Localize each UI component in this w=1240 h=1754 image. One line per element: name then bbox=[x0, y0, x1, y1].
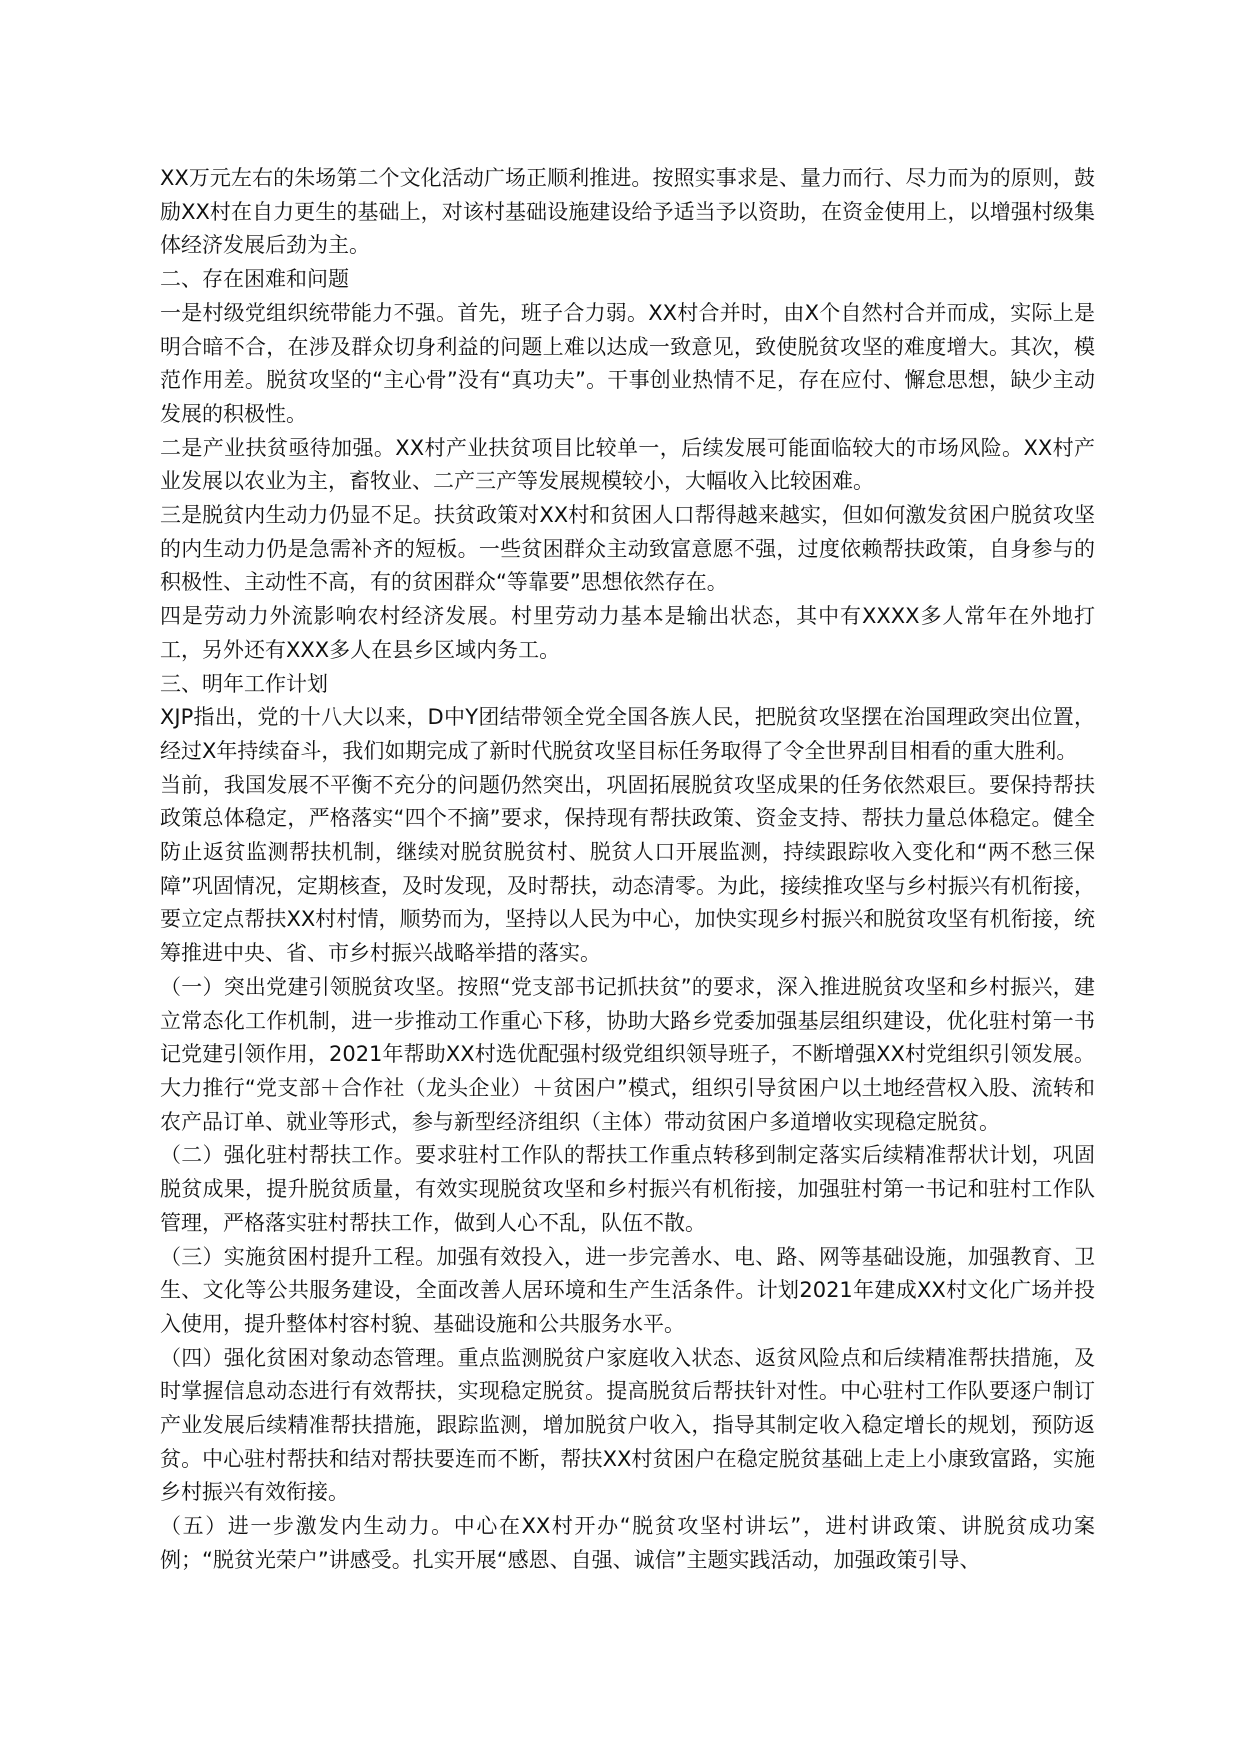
document-page bbox=[160, 162, 1095, 1578]
paragraph-industry: 二是产业扶贫亟待加强。XX村产业扶贫项目比较单一，后续发展可能面临较大的市场风险。XX村产业发展以农业为主，畜牧业、二产三产等发展规模较小，大幅收入比较困难。 bbox=[160, 435, 1095, 494]
paragraph-motivation: 三是脱贫内生动力仍显不足。扶贫政策对XX村和贫困人口帮得越来越实，但如何激发贫困户脱贫攻坚的内生动力仍是急需补齐的短板。一些贫困群众主动致富意愿不强，过度依赖帮扶政策，自身参与的积极性、主动性不高，有的贫困群众“等靠要”思想依然存在。 bbox=[160, 503, 1095, 595]
paragraph-plan-3: （三）实施贫困村提升工程。加强有效投入，进一步完善水、电、路、网等基础设施，加强教育、卫生、文化等公共服务建设，全面改善人居环境和生产生活条件。计划2021年建成XX村文化广场并投入使用，提升整体村容村貌、基础设施和公共服务水平。 bbox=[160, 1244, 1095, 1336]
paragraph-labor: 四是劳动力外流影响农村经济发展。村里劳动力基本是输出状态，其中有XXXX多人常年在外地打工，另外还有XXX多人在县乡区域内务工。 bbox=[160, 604, 1095, 662]
paragraph-funding: XX万元左右的朱场第二个文化活动广场正顺利推进。按照实事求是、量力而行、尽力而为的原则，鼓励XX村在自力更生的基础上，对该村基础设施建设给予适当予以资助，在资金使用上，以增强村级集体经济发展后劲为主。 bbox=[160, 166, 1095, 258]
paragraph-quote: XJP指出，党的十八大以来，D中Y团结带领全党全国各族人民，把脱贫攻坚摆在治国理政突出位置，经过X年持续奋斗，我们如期完成了新时代脱贫攻坚目标任务取得了令全世界刮目相看的重大胜利。 bbox=[160, 705, 1095, 763]
paragraph-current-situation: 当前，我国发展不平衡不充分的问题仍然突出，巩固拓展脱贫攻坚成果的任务依然艰巨。要保持帮扶政策总体稳定，严格落实“四个不摘”要求，保持现有帮扶政策、资金支持、帮扶力量总体稳定。健全防止返贫监测帮扶机制，继续对脱贫脱贫村、脱贫人口开展监测，持续跟踪收入变化和“两不愁三保障”巩固情况，定期核查，及时发现，及时帮扶，动态清零。为此，接续推攻坚与乡村振兴有机衔接，要立定点帮扶XX村村情，顺势而为，坚持以人民为中心，加快实现乡村振兴和脱贫攻坚有机衔接，统筹推进中央、省、市乡村振兴战略举措的落实。 bbox=[160, 772, 1095, 966]
heading-next-year-plan: 三、明年工作计划 bbox=[160, 671, 328, 696]
paragraph-plan-5: （五）进一步激发内生动力。中心在XX村开办“脱贫攻坚村讲坛”，进村讲政策、讲脱贫成功案例；“脱贫光荣户”讲感受。扎实开展“感恩、自强、诚信”主题实践活动，加强政策引导、 bbox=[160, 1514, 1095, 1572]
heading-problems: 二、存在困难和问题 bbox=[160, 267, 349, 292]
paragraph-party-leadership: 一是村级党组织统带能力不强。首先，班子合力弱。XX村合并时，由X个自然村合并而成，实际上是明合暗不合，在涉及群众切身利益的问题上难以达成一致意见，致使脱贫攻坚的难度增大。其次，模范作用差。脱贫攻坚的“主心骨”没有“真功夫”。干事创业热情不足，存在应付、懈怠思想，缺少主动发展的积极性。 bbox=[160, 300, 1095, 426]
paragraph-plan-2: （二）强化驻村帮扶工作。要求驻村工作队的帮扶工作重点转移到制定落实后续精准帮状计划，巩固脱贫成果，提升脱贫质量，有效实现脱贫攻坚和乡村振兴有机衔接，加强驻村第一书记和驻村工作队管理，严格落实驻村帮扶工作，做到人心不乱，队伍不散。 bbox=[160, 1143, 1095, 1235]
paragraph-plan-4: （四）强化贫困对象动态管理。重点监测脱贫户家庭收入状态、返贫风险点和后续精准帮扶措施，及时掌握信息动态进行有效帮扶，实现稳定脱贫。提高脱贫后帮扶针对性。中心驻村工作队要逐户制订产业发展后续精准帮扶措施，跟踪监测，增加脱贫户收入，指导其制定收入稳定增长的规划，预防返贫。中心驻村帮扶和结对帮扶要连而不断，帮扶XX村贫困户在稳定脱贫基础上走上小康致富路，实施乡村振兴有效衔接。 bbox=[160, 1345, 1095, 1505]
paragraph-plan-1: （一）突出党建引领脱贫攻坚。按照“党支部书记抓扶贫”的要求，深入推进脱贫攻坚和乡村振兴，建立常态化工作机制，进一步推动工作重心下移，协助大路乡党委加强基层组织建设，优化驻村第一书记党建引领作用，2021年帮助XX村选优配强村级党组织领导班子，不断增强XX村党组织引领发展。大力推行“党支部＋合作社（龙头企业）＋贫困户”模式，组织引导贫困户以土地经营权入股、流转和农产品订单、就业等形式，参与新型经济组织（主体）带动贫困户多道增收实现稳定脱贫。 bbox=[160, 974, 1095, 1134]
